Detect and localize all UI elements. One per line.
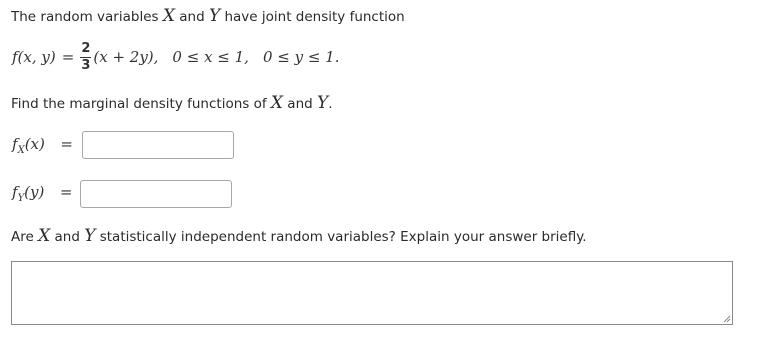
part2-question — [11, 226, 587, 246]
fy-label-subscript: Y — [17, 193, 25, 204]
part1-and: and — [283, 96, 317, 112]
resize-handle-icon[interactable] — [721, 313, 731, 323]
fraction-denominator: 3 — [81, 57, 91, 73]
part2-and: and — [50, 229, 85, 245]
fy-label-f: f — [12, 183, 18, 201]
intro-text-post: have joint density function — [220, 9, 405, 25]
fx-equals: = — [60, 135, 73, 153]
fy-label-arg: (y) — [24, 183, 45, 201]
fy-answer-input[interactable] — [80, 180, 232, 208]
formula-rhs: (x + 2y), — [93, 48, 159, 66]
formula-condition-x: 0 ≤ x ≤ 1, — [172, 48, 249, 66]
formula-lhs: f(x, y) — [12, 48, 56, 66]
fx-label-subscript: X — [17, 145, 25, 156]
formula-condition-y: 0 ≤ y ≤ 1. — [262, 48, 340, 66]
intro-text-pre: The random variables — [11, 9, 163, 25]
part1-variable-y: Y — [316, 93, 329, 113]
part1-instruction — [11, 93, 333, 113]
question-intro — [11, 6, 405, 26]
fx-label-arg: (x) — [24, 135, 45, 153]
explanation-textarea[interactable] — [11, 261, 733, 325]
joint-density-formula — [12, 36, 340, 78]
part1-variable-x: X — [270, 93, 283, 113]
fy-label — [12, 183, 73, 204]
fx-answer-input[interactable] — [82, 131, 234, 159]
part2-text-pre: Are — [11, 229, 39, 245]
variable-y: Y — [208, 6, 221, 26]
part2-variable-y: Y — [84, 226, 96, 246]
part1-period: . — [328, 96, 333, 112]
fy-equals: = — [59, 183, 73, 201]
part2-text-post: statistically independent random variables? Explain your answer briefly. — [95, 229, 587, 245]
variable-x: X — [162, 6, 175, 26]
formula-fraction — [80, 42, 91, 73]
formula-equals: = — [61, 48, 75, 66]
fx-label-f: f — [12, 135, 18, 153]
part1-text-pre: Find the marginal density functions of — [11, 96, 271, 112]
part2-variable-x: X — [38, 226, 51, 246]
fx-label — [12, 135, 73, 156]
fraction-numerator: 2 — [81, 40, 91, 56]
intro-and: and — [174, 9, 209, 25]
